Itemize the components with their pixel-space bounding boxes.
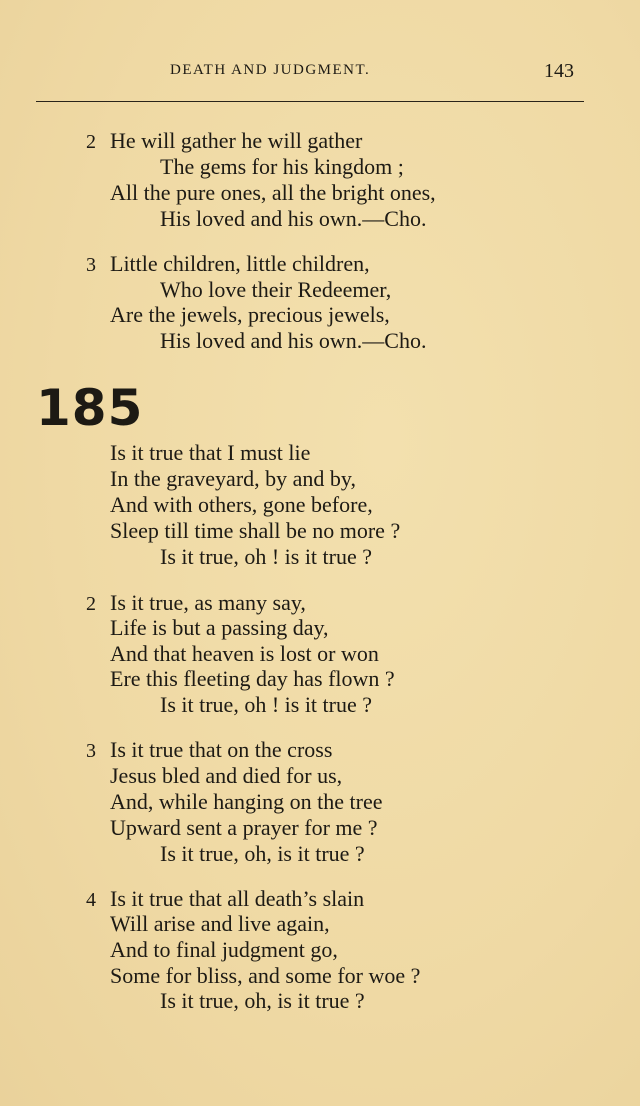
- verse-line: In the graveyard, by and by,: [110, 466, 356, 491]
- verse-line: Some for bliss, and some for woe ?: [110, 963, 421, 988]
- verse-line: All the pure ones, all the bright ones,: [110, 180, 436, 205]
- verse-line: And to final judgment go,: [110, 937, 338, 962]
- verse-number: 3: [86, 740, 96, 762]
- verse-number: 4: [86, 889, 96, 911]
- verse-number: 2: [86, 131, 96, 153]
- header-rule: [36, 101, 584, 102]
- verse-refrain: Is it true, oh ! is it true ?: [160, 544, 373, 569]
- verse-line: Jesus bled and died for us,: [110, 763, 343, 788]
- verse-line: His loved and his own.—Cho.: [160, 206, 427, 231]
- verse-line: His loved and his own.—Cho.: [160, 328, 427, 353]
- verse-line: Who love their Redeemer,: [160, 277, 392, 302]
- verse-line: Little children, little children,: [110, 251, 370, 276]
- verse-refrain: Is it true, oh ! is it true ?: [160, 692, 373, 717]
- verse-line: Is it true that I must lie: [110, 440, 311, 465]
- verse-line: Is it true that all death’s slain: [110, 886, 365, 911]
- verse-number: 2: [86, 593, 96, 615]
- verse-refrain: Is it true, oh, is it true ?: [160, 841, 365, 866]
- verse-line: And that heaven is lost or won: [110, 641, 379, 666]
- verse-line: And, while hanging on the tree: [110, 789, 383, 814]
- verse-line: Are the jewels, precious jewels,: [110, 302, 390, 327]
- verse-line: The gems for his kingdom ;: [160, 154, 404, 179]
- verse-line: Life is but a passing day,: [110, 615, 329, 640]
- running-title: DEATH AND JUDGMENT.: [170, 62, 371, 78]
- verse-line: Will arise and live again,: [110, 911, 330, 936]
- verse-line: He will gather he will gather: [110, 128, 363, 153]
- verse-line: Ere this fleeting day has flown ?: [110, 666, 395, 691]
- hymn-number: 185: [36, 379, 144, 437]
- verse-number: 3: [86, 254, 96, 276]
- verse-line: Upward sent a prayer for me ?: [110, 815, 378, 840]
- verse-line: Is it true that on the cross: [110, 737, 333, 762]
- verse-refrain: Is it true, oh, is it true ?: [160, 988, 365, 1013]
- verse-line: Sleep till time shall be no more ?: [110, 518, 401, 543]
- verse-line: Is it true, as many say,: [110, 590, 306, 615]
- page-number: 143: [544, 60, 574, 82]
- verse-line: And with others, gone before,: [110, 492, 373, 517]
